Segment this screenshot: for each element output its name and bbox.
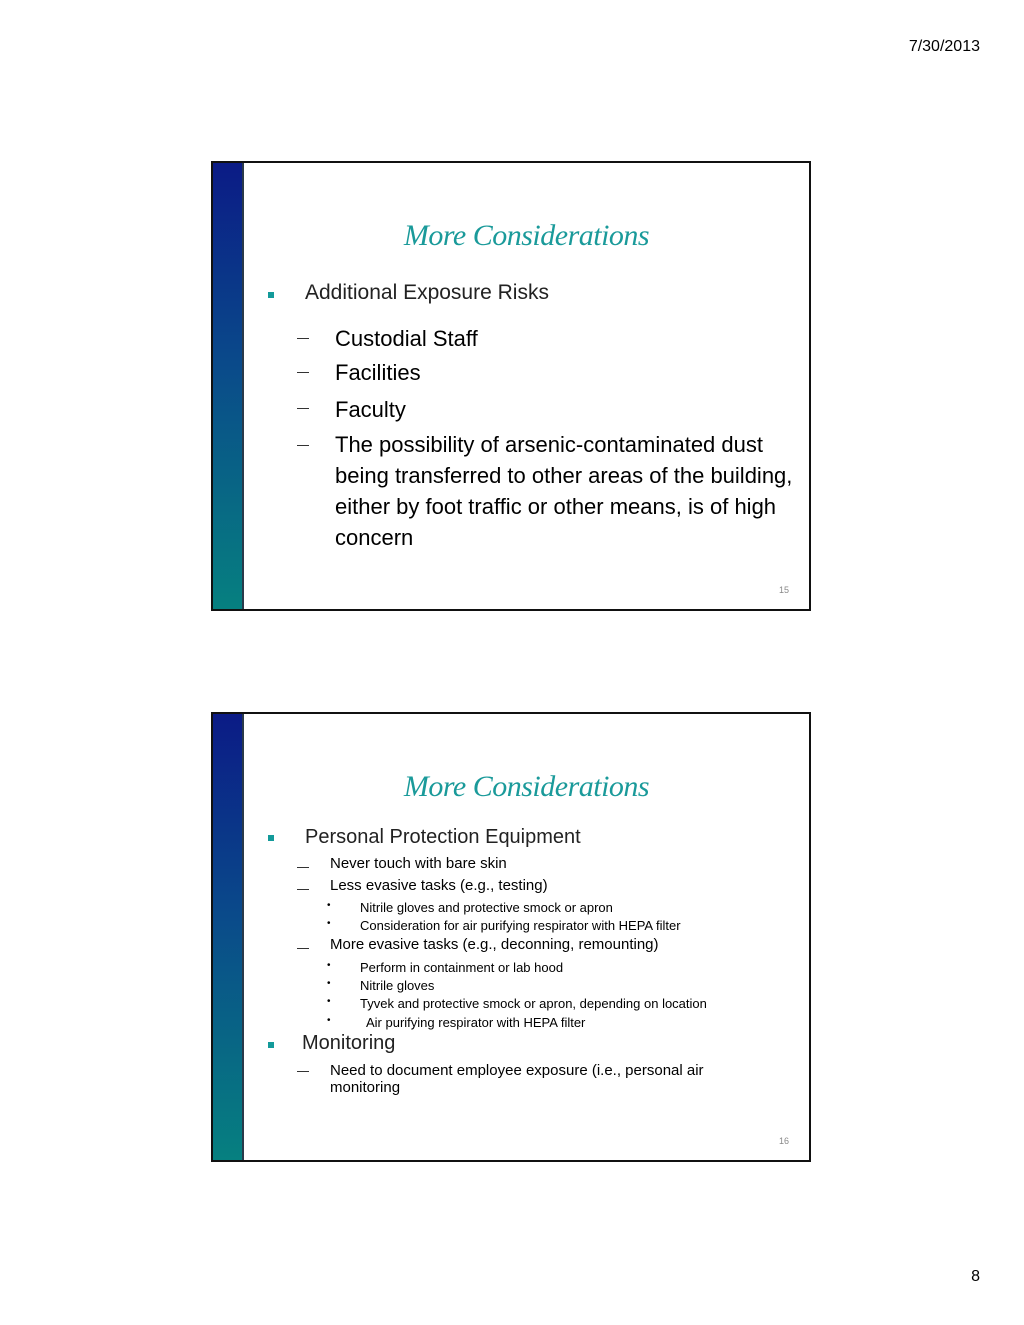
- more-evasive-item: Tyvek and protective smock or apron, depending on location: [360, 996, 707, 1011]
- slide-16: [211, 712, 811, 1162]
- more-evasive-item: Nitrile gloves: [360, 978, 435, 993]
- slide-number: 15: [778, 585, 789, 595]
- page-date: 7/30/2013: [908, 38, 980, 55]
- bullet-personal-protection-equipment: Personal Protection Equipment: [305, 826, 581, 848]
- more-evasive-item: Perform in containment or lab hood: [360, 960, 564, 975]
- dash-bullet-icon: [297, 338, 309, 339]
- dot-bullet-icon: •: [327, 978, 331, 989]
- item-custodial-staff: Custodial Staff: [335, 326, 478, 351]
- item-faculty: Faculty: [335, 397, 406, 422]
- slide-title: More Considerations: [403, 219, 650, 252]
- less-evasive-item: Nitrile gloves and protective smock or apron: [360, 900, 613, 915]
- slide-title: More Considerations: [403, 770, 650, 803]
- less-evasive-item: Consideration for air purifying respirator with HEPA filter: [360, 918, 681, 933]
- square-bullet-icon: [268, 835, 274, 841]
- slide-15: [211, 161, 811, 611]
- square-bullet-icon: [268, 292, 274, 298]
- sub-more-evasive: More evasive tasks (e.g., deconning, remounting): [330, 936, 659, 953]
- dot-bullet-icon: •: [327, 960, 331, 971]
- sub-never-touch: Never touch with bare skin: [330, 855, 507, 872]
- dash-bullet-icon: [297, 948, 309, 949]
- slide-accent-bar: [213, 714, 242, 1160]
- dash-bullet-icon: [297, 445, 309, 446]
- dot-bullet-icon: •: [327, 918, 331, 929]
- more-evasive-item: Air purifying respirator with HEPA filter: [366, 1015, 586, 1030]
- dash-bullet-icon: [297, 1071, 309, 1072]
- page-number: 8: [971, 1268, 980, 1285]
- bullet-monitoring: Monitoring: [302, 1032, 396, 1054]
- dot-bullet-icon: •: [327, 996, 331, 1007]
- item-arsenic-concern: The possibility of arsenic-contaminated dust being transferred to other areas of the building, either by foot traffic or other means, is of high concern: [335, 432, 793, 550]
- dash-bullet-icon: [297, 867, 309, 868]
- dash-bullet-icon: [297, 372, 309, 373]
- slide-accent-bar: [213, 163, 242, 609]
- slide-number: 16: [778, 1136, 789, 1146]
- dot-bullet-icon: •: [327, 1015, 331, 1026]
- square-bullet-icon: [268, 1042, 274, 1048]
- item-facilities: Facilities: [335, 360, 421, 385]
- dash-bullet-icon: [297, 889, 309, 890]
- dot-bullet-icon: •: [327, 900, 331, 911]
- sub-less-evasive: Less evasive tasks (e.g., testing): [330, 877, 548, 894]
- dash-bullet-icon: [297, 408, 309, 409]
- bullet-additional-exposure-risks: Additional Exposure Risks: [305, 281, 549, 304]
- sub-document-exposure: Need to document employee exposure (i.e., personal air monitoring: [330, 1062, 704, 1096]
